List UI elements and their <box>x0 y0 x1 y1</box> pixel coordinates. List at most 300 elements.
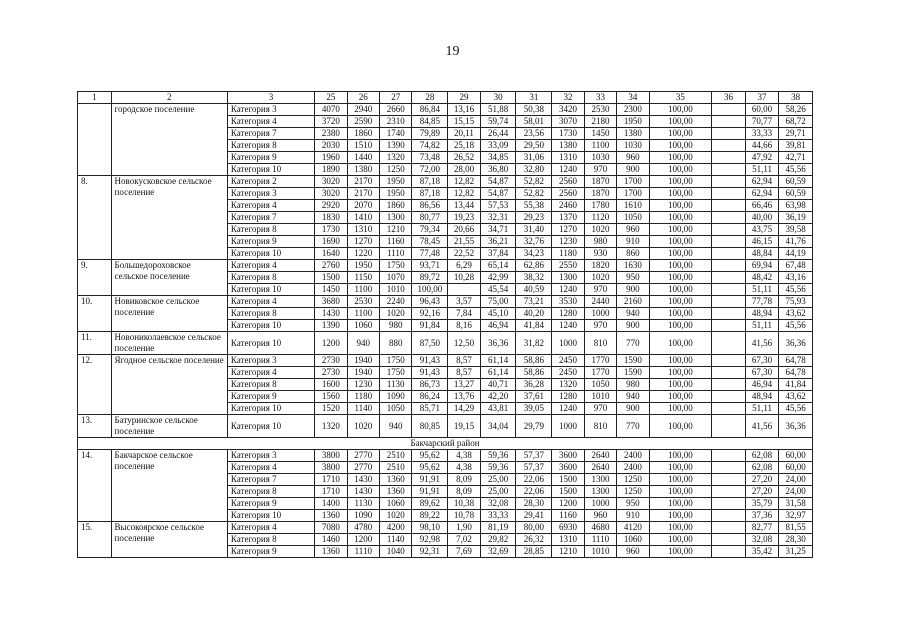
value-cell: 1450 <box>315 284 347 296</box>
value-cell: 1130 <box>380 379 412 391</box>
value-cell: 42,20 <box>480 391 516 403</box>
value-cell: 59,74 <box>480 116 516 128</box>
value-cell: 44,66 <box>745 140 779 152</box>
table-row <box>78 522 813 534</box>
value-cell: 1020 <box>584 272 616 284</box>
column-number: 27 <box>380 92 412 104</box>
category-cell: Категория 9 <box>227 498 314 510</box>
value-cell: 3600 <box>552 462 584 474</box>
value-cell: 37,84 <box>480 248 516 260</box>
value-cell: 22,06 <box>516 486 552 498</box>
value-cell: 40,20 <box>516 308 552 320</box>
value-cell: 4,38 <box>448 450 480 462</box>
value-cell: 860 <box>617 248 649 260</box>
value-cell <box>712 534 746 546</box>
value-cell: 100,00 <box>649 224 712 236</box>
value-cell: 44,19 <box>779 248 813 260</box>
value-cell: 100,00 <box>649 116 712 128</box>
value-cell: 22,52 <box>448 248 480 260</box>
value-cell: 3530 <box>552 296 584 308</box>
value-cell: 89,72 <box>412 272 448 284</box>
value-cell: 45,56 <box>779 164 813 176</box>
value-cell: 39,05 <box>516 403 552 415</box>
value-cell: 1000 <box>584 498 616 510</box>
value-cell <box>712 391 746 403</box>
value-cell: 36,28 <box>516 379 552 391</box>
value-cell: 770 <box>617 332 649 355</box>
value-cell: 2460 <box>552 200 584 212</box>
value-cell: 80,85 <box>412 415 448 438</box>
value-cell: 1500 <box>552 474 584 486</box>
category-cell: Категория 9 <box>227 391 314 403</box>
value-cell: 1310 <box>347 224 379 236</box>
value-cell: 91,91 <box>412 474 448 486</box>
value-cell: 2730 <box>315 355 347 367</box>
row-number-cell: 11. <box>78 332 112 355</box>
value-cell: 92,16 <box>412 308 448 320</box>
value-cell <box>712 272 746 284</box>
value-cell: 3680 <box>315 296 347 308</box>
value-cell: 61,14 <box>480 355 516 367</box>
value-cell: 3070 <box>552 116 584 128</box>
column-number: 25 <box>315 92 347 104</box>
value-cell: 1110 <box>380 248 412 260</box>
value-cell: 2530 <box>347 296 379 308</box>
value-cell: 1140 <box>347 403 379 415</box>
value-cell: 1320 <box>315 415 347 438</box>
value-cell: 1430 <box>315 308 347 320</box>
value-cell <box>712 236 746 248</box>
value-cell: 1510 <box>347 140 379 152</box>
value-cell <box>712 510 746 522</box>
value-cell: 100,00 <box>649 152 712 164</box>
value-cell: 910 <box>617 510 649 522</box>
category-cell: Категория 3 <box>227 450 314 462</box>
value-cell: 91,43 <box>412 355 448 367</box>
column-number: 3 <box>227 92 314 104</box>
value-cell: 100,00 <box>649 522 712 534</box>
value-cell: 28,30 <box>516 498 552 510</box>
value-cell: 41,84 <box>516 320 552 332</box>
value-cell: 1730 <box>315 224 347 236</box>
value-cell: 34,23 <box>516 248 552 260</box>
category-cell: Категория 8 <box>227 534 314 546</box>
category-cell: Категория 10 <box>227 248 314 260</box>
value-cell: 33,33 <box>480 510 516 522</box>
column-number: 29 <box>448 92 480 104</box>
value-cell: 26,52 <box>448 152 480 164</box>
value-cell <box>712 415 746 438</box>
value-cell: 12,50 <box>448 332 480 355</box>
value-cell: 64,78 <box>779 355 813 367</box>
category-cell: Категория 9 <box>227 546 314 558</box>
value-cell: 37,61 <box>516 391 552 403</box>
value-cell: 100,00 <box>649 248 712 260</box>
value-cell: 100,00 <box>649 128 712 140</box>
settlement-name-cell: Бакчарское сельское поселение <box>111 450 227 522</box>
value-cell: 75,93 <box>779 296 813 308</box>
value-cell: 100,00 <box>649 320 712 332</box>
value-cell: 100,00 <box>649 498 712 510</box>
value-cell: 86,56 <box>412 200 448 212</box>
category-cell: Категория 4 <box>227 522 314 534</box>
value-cell: 1020 <box>380 510 412 522</box>
value-cell: 45,56 <box>779 320 813 332</box>
settlement-name-cell: Новиковское сельское поселение <box>111 296 227 332</box>
value-cell: 900 <box>617 320 649 332</box>
value-cell: 2160 <box>617 296 649 308</box>
value-cell: 100,00 <box>649 546 712 558</box>
value-cell: 40,59 <box>516 284 552 296</box>
value-cell: 2400 <box>617 450 649 462</box>
value-cell: 2730 <box>315 367 347 379</box>
column-number: 34 <box>617 92 649 104</box>
value-cell: 100,00 <box>649 260 712 272</box>
value-cell: 13,44 <box>448 200 480 212</box>
value-cell: 4780 <box>347 522 379 534</box>
value-cell: 1110 <box>584 534 616 546</box>
value-cell: 2310 <box>380 116 412 128</box>
value-cell: 54,87 <box>480 176 516 188</box>
value-cell: 1000 <box>584 308 616 320</box>
value-cell: 1200 <box>552 498 584 510</box>
value-cell: 36,36 <box>779 332 813 355</box>
value-cell: 2770 <box>347 450 379 462</box>
value-cell: 950 <box>617 272 649 284</box>
row-number-cell: 12. <box>78 355 112 415</box>
value-cell: 100,00 <box>649 176 712 188</box>
value-cell: 1710 <box>315 474 347 486</box>
value-cell: 960 <box>617 546 649 558</box>
value-cell: 46,15 <box>745 236 779 248</box>
value-cell: 2640 <box>584 462 616 474</box>
value-cell: 69,94 <box>745 260 779 272</box>
value-cell: 1020 <box>380 308 412 320</box>
value-cell: 100,00 <box>649 236 712 248</box>
value-cell: 1150 <box>347 272 379 284</box>
value-cell: 940 <box>617 391 649 403</box>
value-cell: 4,38 <box>448 462 480 474</box>
value-cell: 880 <box>380 332 412 355</box>
value-cell: 13,16 <box>448 104 480 116</box>
value-cell: 85,71 <box>412 403 448 415</box>
value-cell: 43,81 <box>480 403 516 415</box>
value-cell: 95,62 <box>412 450 448 462</box>
value-cell: 1090 <box>347 510 379 522</box>
value-cell: 2770 <box>347 462 379 474</box>
value-cell: 38,32 <box>516 272 552 284</box>
row-number-cell: 15. <box>78 522 112 558</box>
value-cell: 2440 <box>584 296 616 308</box>
value-cell: 970 <box>584 164 616 176</box>
table-row <box>78 415 813 438</box>
value-cell: 100,00 <box>649 391 712 403</box>
value-cell: 3600 <box>552 450 584 462</box>
value-cell: 36,21 <box>480 236 516 248</box>
value-cell: 59,36 <box>480 462 516 474</box>
value-cell: 20,66 <box>448 224 480 236</box>
value-cell <box>712 474 746 486</box>
value-cell: 29,82 <box>480 534 516 546</box>
value-cell: 2560 <box>552 188 584 200</box>
settlement-name-cell: Батуринское сельское поселение <box>111 415 227 438</box>
value-cell: 1750 <box>380 367 412 379</box>
category-cell: Категория 3 <box>227 104 314 116</box>
value-cell: 1950 <box>617 116 649 128</box>
value-cell: 1770 <box>584 367 616 379</box>
value-cell: 1140 <box>380 534 412 546</box>
value-cell: 25,00 <box>480 474 516 486</box>
value-cell: 27,20 <box>745 486 779 498</box>
value-cell: 1950 <box>380 176 412 188</box>
category-cell: Категория 7 <box>227 128 314 140</box>
value-cell: 100,00 <box>649 450 712 462</box>
row-number-cell: 13. <box>78 415 112 438</box>
value-cell: 26,44 <box>480 128 516 140</box>
value-cell: 43,75 <box>745 224 779 236</box>
value-cell: 28,85 <box>516 546 552 558</box>
value-cell: 1370 <box>552 212 584 224</box>
value-cell: 91,91 <box>412 486 448 498</box>
value-cell: 13,76 <box>448 391 480 403</box>
value-cell: 1360 <box>380 474 412 486</box>
value-cell: 40,71 <box>480 379 516 391</box>
value-cell: 2510 <box>380 462 412 474</box>
category-cell: Категория 8 <box>227 224 314 236</box>
value-cell: 100,00 <box>649 367 712 379</box>
value-cell: 89,22 <box>412 510 448 522</box>
value-cell: 29,50 <box>516 140 552 152</box>
value-cell: 2450 <box>552 355 584 367</box>
value-cell: 1100 <box>347 308 379 320</box>
value-cell <box>712 116 746 128</box>
value-cell: 98,10 <box>412 522 448 534</box>
value-cell: 32,97 <box>779 510 813 522</box>
value-cell <box>712 403 746 415</box>
value-cell: 100,00 <box>649 212 712 224</box>
value-cell: 1460 <box>315 534 347 546</box>
value-cell: 45,56 <box>779 403 813 415</box>
value-cell: 28,30 <box>779 534 813 546</box>
value-cell: 2550 <box>552 260 584 272</box>
category-cell: Категория 10 <box>227 415 314 438</box>
value-cell: 96,43 <box>412 296 448 308</box>
column-number: 37 <box>745 92 779 104</box>
value-cell: 1010 <box>584 546 616 558</box>
value-cell: 970 <box>584 403 616 415</box>
value-cell: 62,94 <box>745 188 779 200</box>
value-cell: 1600 <box>315 379 347 391</box>
value-cell: 43,62 <box>779 308 813 320</box>
value-cell: 31,25 <box>779 546 813 558</box>
value-cell: 100,00 <box>649 200 712 212</box>
value-cell: 1000 <box>552 415 584 438</box>
value-cell: 1300 <box>584 486 616 498</box>
category-cell: Категория 4 <box>227 367 314 379</box>
value-cell: 1160 <box>380 236 412 248</box>
value-cell: 970 <box>584 284 616 296</box>
table-row <box>78 296 813 308</box>
value-cell: 100,00 <box>649 415 712 438</box>
value-cell: 45,56 <box>779 284 813 296</box>
value-cell: 14,29 <box>448 403 480 415</box>
value-cell: 8,09 <box>448 474 480 486</box>
value-cell: 1050 <box>617 212 649 224</box>
value-cell: 32,08 <box>480 498 516 510</box>
value-cell: 950 <box>617 498 649 510</box>
value-cell: 19,15 <box>448 415 480 438</box>
table-row <box>78 332 813 355</box>
value-cell: 2070 <box>347 200 379 212</box>
value-cell: 3020 <box>315 188 347 200</box>
value-cell <box>712 522 746 534</box>
value-cell: 1700 <box>617 188 649 200</box>
value-cell: 1700 <box>617 176 649 188</box>
value-cell: 810 <box>584 415 616 438</box>
value-cell: 2760 <box>315 260 347 272</box>
value-cell: 1020 <box>584 224 616 236</box>
value-cell: 57,37 <box>516 450 552 462</box>
value-cell: 100,00 <box>649 284 712 296</box>
value-cell: 1120 <box>584 212 616 224</box>
value-cell: 29,41 <box>516 510 552 522</box>
table-row <box>78 176 813 188</box>
value-cell: 51,11 <box>745 320 779 332</box>
category-cell: Категория 8 <box>227 486 314 498</box>
value-cell <box>712 296 746 308</box>
category-cell: Категория 4 <box>227 260 314 272</box>
value-cell: 75,00 <box>480 296 516 308</box>
table-row <box>78 104 813 116</box>
settlement-name-cell: городское поселение <box>111 104 227 176</box>
value-cell: 15,15 <box>448 116 480 128</box>
value-cell <box>448 284 480 296</box>
value-cell: 32,69 <box>480 546 516 558</box>
value-cell: 77,48 <box>412 248 448 260</box>
value-cell: 100,00 <box>412 284 448 296</box>
column-number: 31 <box>516 92 552 104</box>
value-cell: 72,00 <box>412 164 448 176</box>
value-cell: 1100 <box>584 140 616 152</box>
value-cell: 25,18 <box>448 140 480 152</box>
value-cell: 1870 <box>584 176 616 188</box>
value-cell: 33,09 <box>480 140 516 152</box>
value-cell: 1820 <box>584 260 616 272</box>
value-cell: 61,14 <box>480 367 516 379</box>
value-cell: 1300 <box>552 272 584 284</box>
value-cell: 4120 <box>617 522 649 534</box>
value-cell: 20,11 <box>448 128 480 140</box>
settlement-name-cell: Новокусковское сельское поселение <box>111 176 227 260</box>
value-cell: 50,38 <box>516 104 552 116</box>
value-cell: 1180 <box>347 391 379 403</box>
value-cell: 1710 <box>315 486 347 498</box>
value-cell: 1030 <box>617 140 649 152</box>
value-cell: 7080 <box>315 522 347 534</box>
category-cell: Категория 4 <box>227 200 314 212</box>
value-cell: 32,76 <box>516 236 552 248</box>
value-cell <box>712 284 746 296</box>
value-cell: 62,08 <box>745 462 779 474</box>
value-cell: 58,86 <box>516 355 552 367</box>
column-number-row <box>78 92 813 104</box>
value-cell: 900 <box>617 164 649 176</box>
value-cell: 1200 <box>315 332 347 355</box>
value-cell: 1230 <box>552 236 584 248</box>
value-cell: 1360 <box>380 486 412 498</box>
value-cell: 1730 <box>552 128 584 140</box>
value-cell: 1160 <box>552 510 584 522</box>
value-cell: 1010 <box>380 284 412 296</box>
value-cell <box>712 176 746 188</box>
value-cell: 1180 <box>552 248 584 260</box>
value-cell: 84,85 <box>412 116 448 128</box>
value-cell: 770 <box>617 415 649 438</box>
value-cell: 41,56 <box>745 332 779 355</box>
value-cell: 78,45 <box>412 236 448 248</box>
value-cell: 10,78 <box>448 510 480 522</box>
value-cell: 65,14 <box>480 260 516 272</box>
category-cell: Категория 2 <box>227 176 314 188</box>
value-cell: 41,76 <box>779 236 813 248</box>
value-cell: 1380 <box>617 128 649 140</box>
value-cell: 62,94 <box>745 176 779 188</box>
value-cell: 29,79 <box>516 415 552 438</box>
value-cell: 13,27 <box>448 379 480 391</box>
value-cell: 28,00 <box>448 164 480 176</box>
category-cell: Категория 10 <box>227 284 314 296</box>
category-cell: Категория 8 <box>227 140 314 152</box>
category-cell: Категория 4 <box>227 296 314 308</box>
value-cell: 63,98 <box>779 200 813 212</box>
value-cell: 41,56 <box>745 415 779 438</box>
value-cell: 73,21 <box>516 296 552 308</box>
value-cell: 2510 <box>380 450 412 462</box>
value-cell: 39,58 <box>779 224 813 236</box>
value-cell: 2450 <box>552 367 584 379</box>
value-cell: 67,30 <box>745 367 779 379</box>
value-cell <box>712 379 746 391</box>
value-cell: 1950 <box>347 260 379 272</box>
value-cell: 940 <box>380 415 412 438</box>
value-cell: 1450 <box>584 128 616 140</box>
value-cell: 1640 <box>315 248 347 260</box>
value-cell: 29,71 <box>779 128 813 140</box>
value-cell: 70,77 <box>745 116 779 128</box>
value-cell: 91,43 <box>412 367 448 379</box>
value-cell: 95,62 <box>412 462 448 474</box>
value-cell: 36,36 <box>779 415 813 438</box>
value-cell: 40,00 <box>745 212 779 224</box>
value-cell: 51,11 <box>745 403 779 415</box>
value-cell: 1200 <box>347 534 379 546</box>
value-cell <box>712 355 746 367</box>
value-cell: 1500 <box>315 272 347 284</box>
value-cell: 48,94 <box>745 308 779 320</box>
value-cell: 1270 <box>552 224 584 236</box>
value-cell: 1310 <box>552 152 584 164</box>
category-cell: Категория 4 <box>227 462 314 474</box>
value-cell: 12,82 <box>448 176 480 188</box>
value-cell: 1230 <box>347 379 379 391</box>
category-cell: Категория 10 <box>227 403 314 415</box>
value-cell: 1360 <box>315 510 347 522</box>
value-cell: 960 <box>584 510 616 522</box>
value-cell: 91,84 <box>412 320 448 332</box>
value-cell: 6930 <box>552 522 584 534</box>
value-cell: 1250 <box>617 474 649 486</box>
value-cell: 1400 <box>315 498 347 510</box>
